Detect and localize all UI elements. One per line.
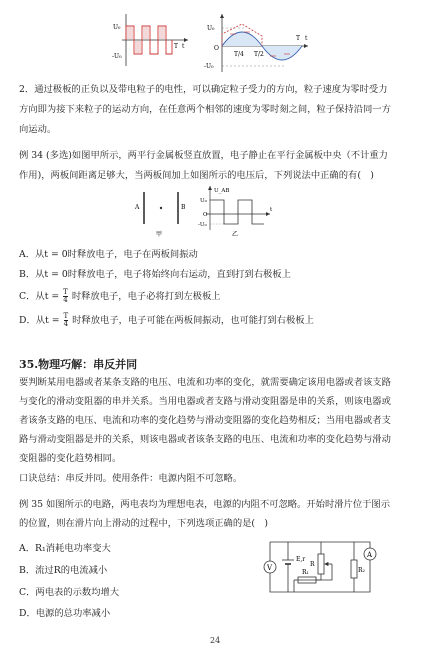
- fig-right-T: T: [296, 35, 301, 42]
- plate-a-label: A: [135, 204, 140, 211]
- section35-line-3: 者该条支路的电压、电流和功率的变化趋势与滑动变阻器的变化趋势相反；当用电器或者支: [19, 415, 391, 426]
- fig-right-t: t: [305, 35, 308, 42]
- r2-label: R₂: [358, 567, 365, 574]
- ex35-option-b: B．流过R的电流减小: [19, 565, 108, 576]
- graph-neg-u0: -U₀: [198, 222, 207, 228]
- caption-yi: 乙: [232, 231, 239, 238]
- ex34-option-d: [19, 312, 314, 328]
- section35-line-2: 与变化的滑动变阻器的串并关系。当用电器或者支路与滑动变阻器是串的关系，则该电器或: [19, 396, 391, 407]
- ex35-circuit: [258, 536, 378, 598]
- caption-jia: 甲: [156, 231, 163, 238]
- ex34-line-2: 作用)，两板间距离足够大，当两板间加上如图所示的电压后，下列说法中正确的有( ): [19, 170, 374, 181]
- ex35-line-2: 的位置，则在滑片向上滑动的过程中，下列选项正确的是( ): [19, 518, 268, 529]
- battery-label: E,r: [296, 556, 306, 563]
- r1-label: R₁: [302, 569, 309, 576]
- ex35-option-d: D．电源的总功率减小: [19, 608, 111, 619]
- page-number: 24: [210, 636, 221, 645]
- ammeter-label: A: [367, 551, 373, 559]
- ex35-line-1: 例 35 如图所示的电路，两电表均为理想电表，电源的内阻不可忽略。开始时滑片位于图示: [19, 499, 391, 510]
- section35-title: 35.物理巧解：串反并同: [19, 358, 138, 371]
- opt-c-prefix: C．从t =: [19, 291, 60, 302]
- ex35-option-a: A．R₁消耗电功率变大: [19, 543, 111, 554]
- para2-line-1: 2．通过极板的正负以及带电粒子的电性，可以确定粒子受力的方向，粒子速度为零时受力: [19, 84, 388, 95]
- fig-right-T2: T/2: [254, 51, 264, 58]
- ex34-figure: [128, 184, 278, 240]
- section35-line-5: 变阻器的变化趋势相同。: [19, 453, 122, 464]
- ex34-option-c: [19, 288, 221, 304]
- fig-right-T4: T/4: [234, 51, 244, 58]
- section35-line-6: 口诀总结：串反并同。使用条件：电源内阻不可忽略。: [19, 473, 243, 484]
- plate-b-label: B: [181, 204, 186, 211]
- fig-left-neg-u0: -U₀: [112, 53, 122, 60]
- para2-line-3: 向运动。: [19, 124, 57, 135]
- graph-t: t: [270, 207, 273, 213]
- opt-d-suffix: 时释放电子，电子可能在两板间振动，也可能打到右极板上: [72, 315, 314, 326]
- fig-left-T: T: [174, 43, 179, 50]
- graph-uab-label: U_AB: [214, 188, 230, 194]
- voltmeter-label: V: [267, 564, 273, 572]
- top-right-figure: [204, 10, 314, 76]
- fig-right-origin: O: [214, 45, 219, 52]
- rheostat-label: R: [310, 561, 315, 568]
- fig-right-u0: U₀: [207, 25, 215, 32]
- section35-line-1: 要判断某用电器或者某条支路的电压、电流和功率的变化，就需要确定该用电器或者该支路: [19, 377, 391, 388]
- section35-line-4: 路与滑动变阻器是并的关系，则该电器或者该条支路的电压、电流和功率的变化趋势与滑动: [19, 434, 391, 445]
- graph-u0: U₀: [200, 198, 207, 204]
- fig-left-t: t: [182, 43, 185, 50]
- ex34-option-a: A．从t = 0时释放电子，电子在两板间振动: [19, 249, 198, 260]
- ex35-option-c: C．两电表的示数均增大: [19, 587, 120, 598]
- fig-right-neg-u0: -U₀: [204, 63, 214, 70]
- opt-d-fraction: $\frac{T}{4}$: [63, 312, 69, 328]
- para2-line-2: 方向即为接下来粒子的运动方向，在任意两个相邻的速度为零时刻之间，粒子保持沿同一方: [19, 104, 391, 115]
- opt-c-fraction: $\frac{T}{4}$: [63, 288, 68, 304]
- graph-origin: O: [203, 212, 208, 218]
- opt-c-suffix: 时释放电子，电子必将打到左极板上: [71, 291, 221, 302]
- fig-left-u0: U₀: [113, 24, 121, 31]
- top-left-figure: [112, 10, 192, 70]
- ex34-option-b: B．从t = 0时释放电子，电子将始终向右运动，直到打到右极板上: [19, 269, 291, 280]
- ex34-line-1: 例 34 (多选)如图甲所示，两平行金属板竖直放置，电子静止在平行金属板中央（不计重力: [19, 150, 388, 161]
- opt-d-prefix: D．从t =: [19, 315, 60, 326]
